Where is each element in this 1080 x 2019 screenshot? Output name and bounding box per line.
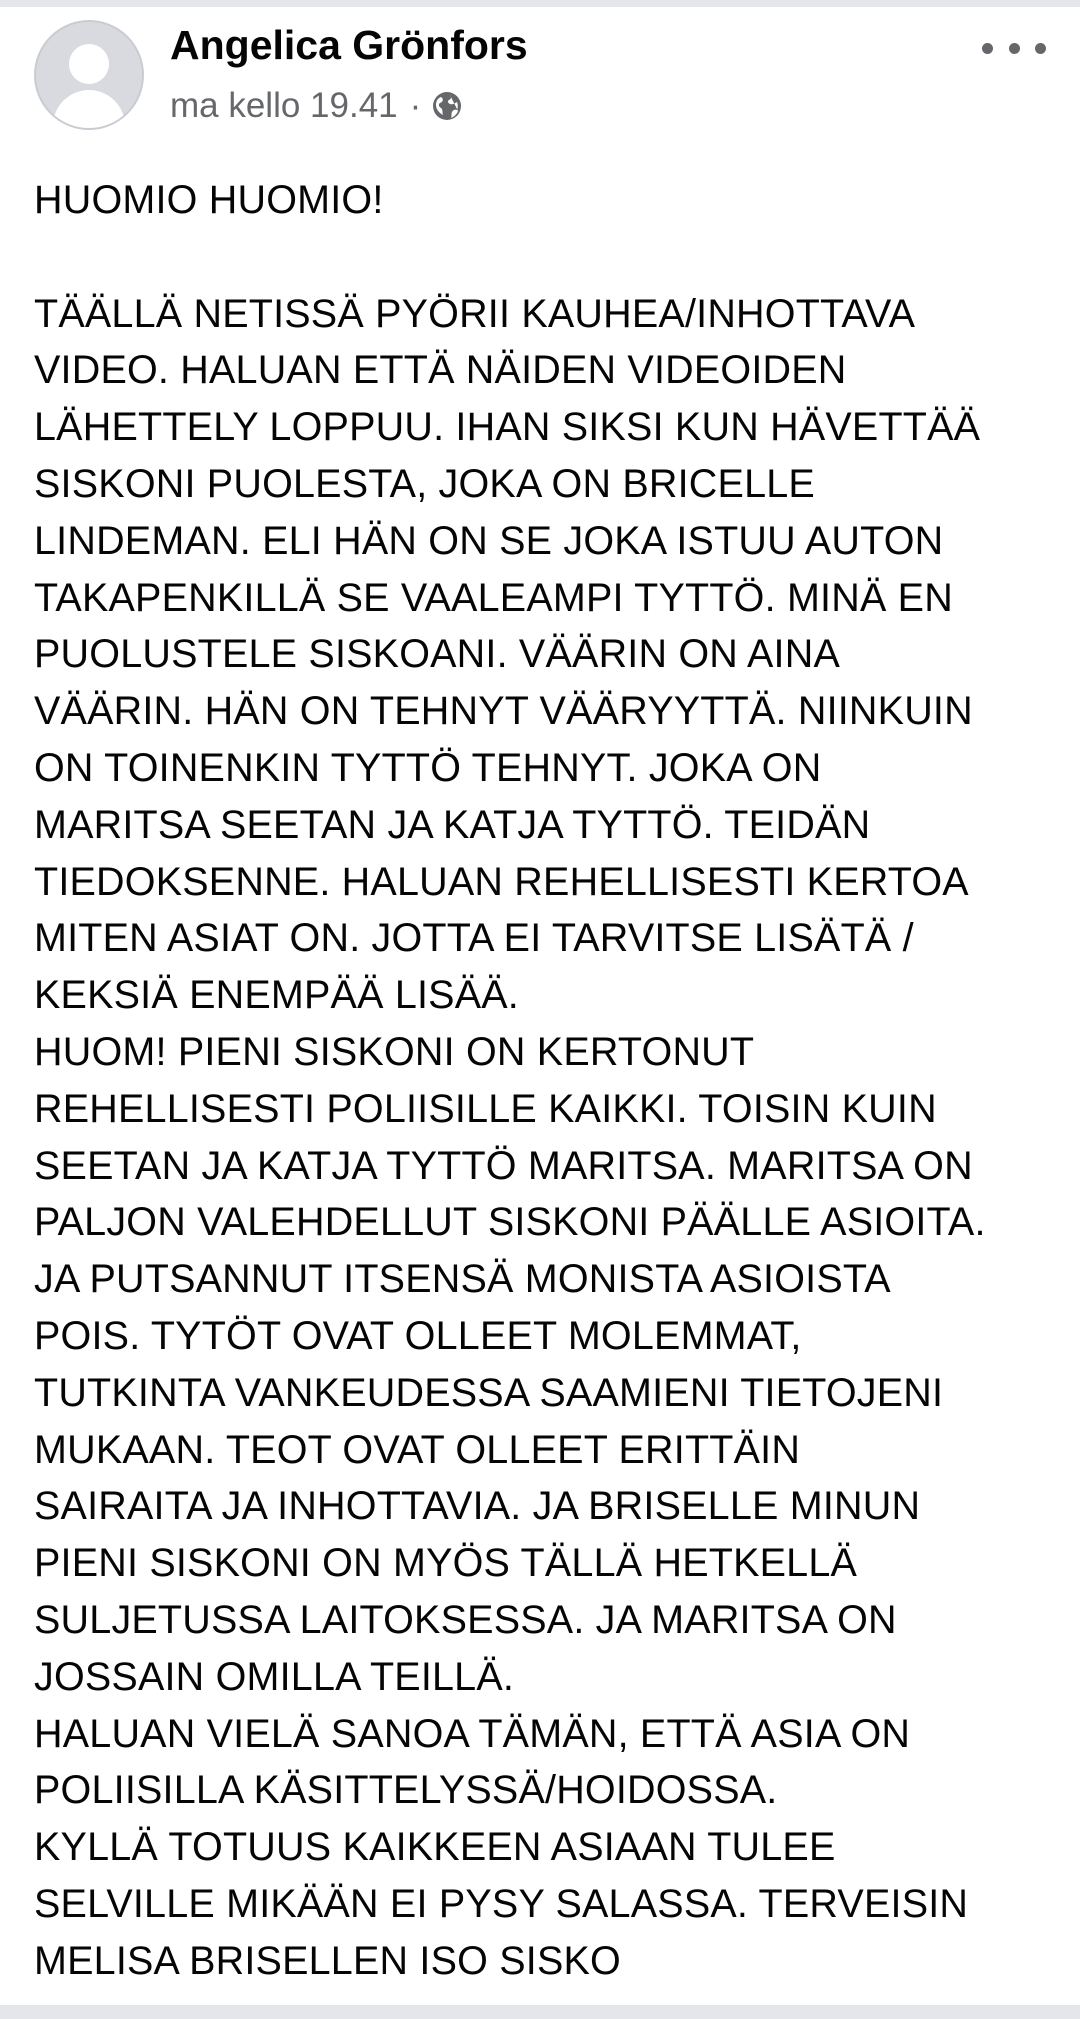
post-text-line: TAKAPENKILLÄ SE VAALEAMPI TYTTÖ. MINÄ EN xyxy=(34,575,953,620)
top-divider xyxy=(0,0,1080,7)
post-text-line: JOSSAIN OMILLA TEILLÄ. xyxy=(34,1654,515,1699)
post-text-line: POIS. TYTÖT OVAT OLLEET MOLEMMAT, xyxy=(34,1313,802,1358)
author-name[interactable]: Angelica Grönfors xyxy=(170,22,528,68)
post-text-line: JA PUTSANNUT ITSENSÄ MONISTA ASIOISTA xyxy=(34,1257,891,1302)
more-options-button[interactable] xyxy=(982,26,1046,70)
post-text-line: HUOMIO HUOMIO! xyxy=(34,178,384,222)
post-text-line: TÄÄLLÄ NETISSÄ PYÖRII KAUHEA/INHOTTAVA xyxy=(34,291,916,336)
post-text-line: KYLLÄ TOTUUS KAIKKEEN ASIAAN TULEE xyxy=(34,1825,836,1870)
post-text-line: LINDEMAN. ELI HÄN ON SE JOKA ISTUU AUTON xyxy=(34,518,944,563)
more-horizontal-icon xyxy=(982,43,993,54)
post-text-line: LÄHETTELY LOPPUU. IHAN SIKSI KUN HÄVETTÄÄ xyxy=(34,405,981,450)
bottom-divider xyxy=(0,2005,1080,2019)
post-text-line: ON TOINENKIN TYTTÖ TEHNYT. JOKA ON xyxy=(34,745,822,790)
post-text-line: SAIRAITA JA INHOTTAVIA. JA BRISELLE MINUN xyxy=(34,1484,921,1529)
post-text-line: VIDEO. HALUAN ETTÄ NÄIDEN VIDEOIDEN xyxy=(34,348,847,393)
post-text-line: VÄÄRIN. HÄN ON TEHNYT VÄÄRYYTTÄ. NIINKUIN xyxy=(34,689,973,734)
post-text-line: SEETAN JA KATJA TYTTÖ MARITSA. MARITSA ON xyxy=(34,1143,973,1188)
post-text-line: MITEN ASIAT ON. JOTTA EI TARVITSE LISÄTÄ / xyxy=(34,916,914,961)
post-text xyxy=(34,172,1064,1990)
post-text-line xyxy=(34,229,1064,286)
post-text-line: SELVILLE MIKÄÄN EI PYSY SALASSA. TERVEISIN xyxy=(34,1881,969,1926)
post-text-line: POLIISILLA KÄSITTELYSSÄ/HOIDOSSA. xyxy=(34,1768,778,1813)
post-text-line: REHELLISESTI POLIISILLE KAIKKI. TOISIN KUIN xyxy=(34,1086,937,1131)
post-text-line: PALJON VALEHDELLUT SISKONI PÄÄLLE ASIOITA. xyxy=(34,1200,986,1245)
post-text-line: PUOLUSTELE SISKOANI. VÄÄRIN ON AINA xyxy=(34,632,841,677)
post-text-line: PIENI SISKONI ON MYÖS TÄLLÄ HETKELLÄ xyxy=(34,1541,858,1586)
post-text-line: MUKAAN. TEOT OVAT OLLEET ERITTÄIN xyxy=(34,1427,801,1472)
post-text-line: HUOM! PIENI SISKONI ON KERTONUT xyxy=(34,1029,755,1074)
post-text-line: KEKSIÄ ENEMPÄÄ LISÄÄ. xyxy=(34,973,519,1018)
post-timestamp[interactable]: ma kello 19.41 xyxy=(170,86,398,125)
post-meta xyxy=(170,84,463,128)
post-text-line: SULJETUSSA LAITOKSESSA. JA MARITSA ON xyxy=(34,1597,897,1642)
avatar-placeholder-body xyxy=(53,90,125,130)
meta-separator: · xyxy=(409,86,422,125)
post-text-line: HALUAN VIELÄ SANOA TÄMÄN, ETTÄ ASIA ON xyxy=(34,1711,911,1756)
avatar[interactable] xyxy=(34,20,144,130)
globe-icon[interactable] xyxy=(431,90,463,122)
post-text-line: MARITSA SEETAN JA KATJA TYTTÖ. TEIDÄN xyxy=(34,802,871,847)
post-text-line: TUTKINTA VANKEUDESSA SAAMIENI TIETOJENI xyxy=(34,1370,944,1415)
post-text-line: TIEDOKSENNE. HALUAN REHELLISESTI KERTOA xyxy=(34,859,969,904)
avatar-placeholder-head xyxy=(69,44,109,84)
post-header xyxy=(34,20,1046,132)
post-text-line: MELISA BRISELLEN ISO SISKO xyxy=(34,1938,621,1983)
post-text-line: SISKONI PUOLESTA, JOKA ON BRICELLE xyxy=(34,461,815,506)
